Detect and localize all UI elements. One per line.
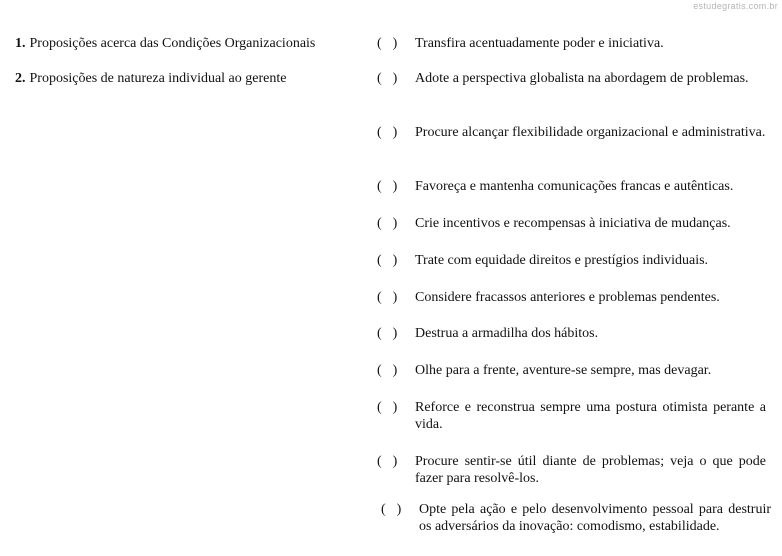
statement-row-1	[377, 35, 766, 52]
statement-text-9: Olhe para a frente, aventure-se sempre, mas devagar.	[415, 363, 712, 378]
statement-text-11: Procure sentir-se útil diante de problemas; veja o que pode fazer para resolvê-los.	[415, 454, 766, 486]
statement-text-4: Favoreça e mantenha comunicações francas e autênticas.	[415, 179, 734, 194]
statement-row-6	[377, 252, 766, 269]
statement-text-2: Adote a perspectiva globalista na abordagem de problemas.	[415, 71, 749, 86]
statement-text-1: Transfira acentuadamente poder e iniciativa.	[415, 36, 664, 51]
answer-blank-6[interactable]: ( )	[377, 253, 398, 268]
answer-blank-12[interactable]: ( )	[381, 502, 402, 517]
statement-row-7	[377, 289, 766, 306]
answer-blank-5[interactable]: ( )	[377, 216, 398, 231]
category-2-number: 2.	[15, 71, 26, 86]
statement-row-5	[377, 215, 766, 232]
answer-blank-9[interactable]: ( )	[377, 363, 398, 378]
statement-text-10: Reforce e reconstrua sempre uma postura otimista perante a vida.	[415, 400, 766, 432]
answer-blank-4[interactable]: ( )	[377, 179, 398, 194]
category-2	[15, 70, 286, 87]
statement-row-12	[381, 501, 771, 535]
answer-blank-3[interactable]: ( )	[377, 125, 398, 140]
statement-text-7: Considere fracassos anteriores e problemas pendentes.	[415, 290, 720, 305]
statement-text-12: Opte pela ação e pelo desenvolvimento pessoal para destruir os adversários da inovação: comodismo, estabilidade.	[419, 502, 771, 534]
answer-blank-7[interactable]: ( )	[377, 290, 398, 305]
statement-row-10	[377, 399, 766, 433]
statement-text-6: Trate com equidade direitos e prestígios individuais.	[415, 253, 709, 268]
answer-blank-1[interactable]: ( )	[377, 36, 398, 51]
statement-row-9	[377, 362, 766, 379]
category-1-number: 1.	[15, 36, 26, 51]
answer-blank-11[interactable]: ( )	[377, 454, 398, 469]
category-1	[15, 35, 315, 52]
statement-row-2	[377, 70, 766, 87]
category-1-label: Proposições acerca das Condições Organizacionais	[29, 36, 316, 51]
answer-blank-10[interactable]: ( )	[377, 400, 398, 415]
answer-blank-2[interactable]: ( )	[377, 71, 398, 86]
statement-text-8: Destrua a armadilha dos hábitos.	[415, 326, 599, 341]
statement-row-8	[377, 325, 766, 342]
statement-text-5: Crie incentivos e recompensas à iniciativa de mudanças.	[415, 216, 731, 231]
statement-row-11	[377, 453, 766, 487]
watermark: estudegratis.com.br	[693, 1, 778, 11]
statement-text-3: Procure alcançar flexibilidade organizacional e administrativa.	[415, 125, 766, 140]
statement-row-4	[377, 178, 766, 195]
statement-row-3	[377, 124, 766, 141]
category-2-label: Proposições de natureza individual ao gerente	[29, 71, 287, 86]
answer-blank-8[interactable]: ( )	[377, 326, 398, 341]
